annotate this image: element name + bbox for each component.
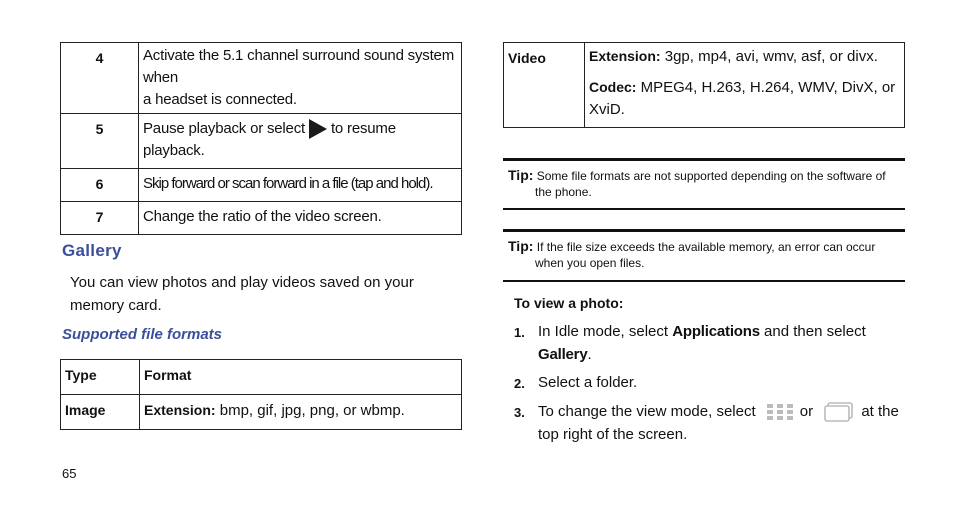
supported-formats-table [60,359,462,430]
step-text-part: and then select [759,323,866,340]
tip-box [503,158,905,210]
extension-label: Extension: [144,402,216,418]
procedure-title: To view a photo: [514,295,624,311]
extension-line [589,45,900,68]
step-number: 1. [514,325,525,340]
format-description [140,395,462,430]
gallery-intro [70,271,430,317]
row-number: 6 [61,169,139,202]
tip-text: when you open files. [535,256,645,270]
row-line: when [143,69,179,86]
page-number: 65 [62,466,77,481]
step-text-part: To change the view mode, select [538,403,756,420]
tip-label: Tip: [508,238,534,254]
step-text: Select a folder. [538,374,638,391]
extension-label: Extension: [589,48,661,64]
step-text-part: In Idle mode, select [538,323,673,340]
procedure-steps [514,320,914,451]
play-icon [309,119,327,139]
table-row [61,202,462,235]
codec-label: Codec: [589,79,637,95]
column-header-type: Type [61,360,140,395]
extension-value: 3gp, mp4, avi, wmv, asf, or divx. [660,48,878,65]
section-heading-gallery: Gallery [62,241,122,260]
video-formats-table [503,42,905,128]
step-text-part: top right of the screen. [538,426,688,444]
list-item [514,371,914,395]
row-description [139,43,462,114]
tip-box [503,229,905,282]
format-description [585,43,905,128]
table-row [61,114,462,169]
step-text [538,320,914,366]
row-number: 5 [61,114,139,169]
tip-label: Tip: [508,167,534,183]
list-item [514,400,914,446]
row-text-after: to resume playback. [143,120,396,159]
codec-line [589,76,900,121]
step-number: 2. [514,376,525,391]
applications-label: Applications [672,323,760,340]
table-row [61,43,462,114]
codec-value: MPEG4, H.263, H.264, WMV, DivX, or XviD. [589,79,896,118]
step-text-part: at the [861,403,899,420]
row-line: a headset is connected. [143,91,297,108]
tip-text: the phone. [535,185,592,199]
row-number: 7 [61,202,139,235]
subheading-supported-formats: Supported file formats [62,326,223,343]
tip-text: If the file size exceeds the available memory, an error can occur [536,240,876,254]
format-type: Video [504,43,585,128]
step-text [538,400,914,446]
row-description [139,114,462,169]
row-description: Skip forward or scan forward in a file (tap and hold). [139,169,462,202]
step-text-part: . [587,346,592,363]
tip-text: Some file formats are not supported depending on the software of [536,169,886,183]
table-header-row [61,360,462,395]
row-number: 4 [61,43,139,114]
intro-line: You can view photos and play videos saved on your [70,274,414,291]
list-item [514,320,914,366]
card-view-icon [823,401,855,423]
intro-line: memory card. [70,297,162,314]
format-type: Image [61,395,140,430]
gallery-label: Gallery [538,346,588,363]
column-header-format: Format [140,360,462,395]
table-row [504,43,905,128]
step-number: 3. [514,405,525,420]
row-line: Activate the 5.1 channel surround sound system [143,47,454,64]
row-description: Change the ratio of the video screen. [139,202,462,235]
row-text-before: Pause playback or select [143,120,305,137]
extension-value: bmp, gif, jpg, png, or wbmp. [215,402,405,419]
grid-view-icon [766,403,794,421]
step-text-part: or [799,403,814,420]
playback-controls-table [60,42,462,235]
table-row [61,169,462,202]
table-row [61,395,462,430]
